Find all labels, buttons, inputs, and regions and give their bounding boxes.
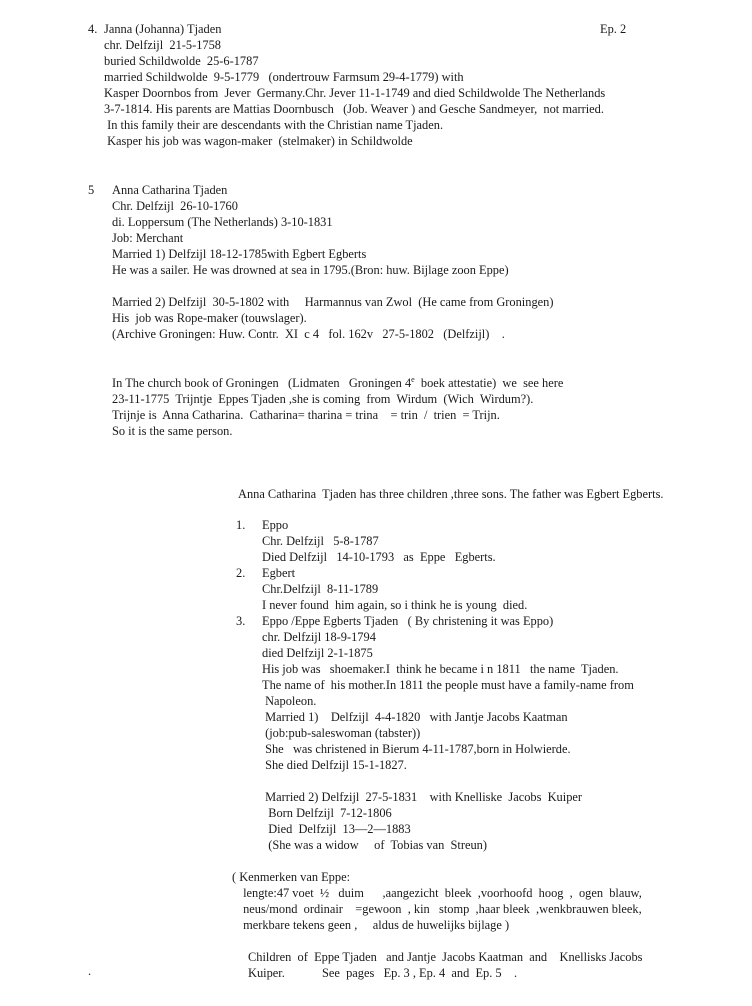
entry-5-line: Anna Catharina Tjaden [112, 183, 228, 197]
entry-5-line: Job: Merchant [112, 231, 184, 245]
entry-5-line: Married 1) Delfzijl 18-12-1785with Egbert Egberts [112, 247, 367, 261]
entry-4-line: Janna (Johanna) Tjaden [104, 22, 222, 36]
entry-5-married2-line: His job was Rope-maker (touwslager). [112, 311, 307, 325]
church-book-line: In The church book of Groningen (Lidmaten Groningen 4e boek attestatie) we see here [112, 374, 564, 390]
entry-4-line: 3-7-1814. His parents are Mattias Doornbusch (Job. Weaver ) and Gesche Sandmeyer, not married. [104, 102, 604, 116]
entry-5-number: 5 [88, 183, 95, 197]
child-line: Chr.Delfzijl 8-11-1789 [262, 582, 379, 596]
child-line: died Delfzijl 2-1-1875 [262, 646, 373, 660]
entry-5-line: di. Loppersum (The Netherlands) 3-10-1831 [112, 215, 333, 229]
entry-4-line: chr. Delfzijl 21-5-1758 [104, 38, 221, 52]
entry-4-number: 4. [88, 22, 98, 36]
entry-4-line: buried Schildwolde 25-6-1787 [104, 54, 259, 68]
entry-5-married2-line: Married 2) Delfzijl 30-5-1802 with Harmannus van Zwol (He came from Groningen) [112, 295, 554, 309]
child-line: She was christened in Bierum 4-11-1787,born in Holwierde. [262, 742, 571, 756]
entry-4-line: In this family their are descendants with the Christian name Tjaden. [104, 118, 444, 132]
kenmerken-line: neus/mond ordinair =gewoon , kin stomp ,haar bleek ,wenkbrauwen bleek, [240, 902, 642, 916]
stray-mark: . [88, 964, 92, 978]
entry-5-married2-line: (Archive Groningen: Huw. Contr. XI c 4 fol. 162v 27-5-1802 (Delfzijl) . [112, 327, 505, 341]
child-line: Egbert [262, 566, 296, 580]
child-line: His job was shoemaker.I think he became i n 1811 the name Tjaden. [262, 662, 619, 676]
children-intro: Anna Catharina Tjaden has three children ,three sons. The father was Egbert Egberts. [238, 487, 664, 501]
kenmerken-line: merkbare tekens geen , aldus de huwelijks bijlage ) [240, 918, 510, 932]
child-line: Died Delfzijl 14-10-1793 as Eppe Egberts. [262, 550, 496, 564]
child-line: Napoleon. [262, 694, 317, 708]
child-line: chr. Delfzijl 18-9-1794 [262, 630, 376, 644]
footer-line: Kuiper. See pages Ep. 3 , Ep. 4 and Ep. 5 . [248, 966, 518, 980]
child-line: (job:pub-saleswoman (tabster)) [262, 726, 421, 740]
entry-4-line: married Schildwolde 9-5-1779 (ondertrouw Farmsum 29-4-1779) with [104, 70, 464, 84]
child-line: She died Delfzijl 15-1-1827. [262, 758, 407, 772]
child-line: Chr. Delfzijl 5-8-1787 [262, 534, 379, 548]
child-line: The name of his mother.In 1811 the people must have a family-name from [262, 678, 634, 692]
entry-5-line: Chr. Delfzijl 26-10-1760 [112, 199, 238, 213]
church-book-line: Trijnje is Anna Catharina. Catharina= tharina = trina = trin / trien = Trijn. [112, 408, 500, 422]
child-number: 1. [236, 518, 246, 532]
child-line: Married 1) Delfzijl 4-4-1820 with Jantje Jacobs Kaatman [262, 710, 568, 724]
entry-5-line: He was a sailer. He was drowned at sea in 1795.(Bron: huw. Bijlage zoon Eppe) [112, 263, 509, 277]
child-line: I never found him again, so i think he is young died. [262, 598, 528, 612]
child-line: Eppo [262, 518, 289, 532]
church-book-line: So it is the same person. [112, 424, 233, 438]
entry-4-line: Kasper his job was wagon-maker (stelmaker) in Schildwolde [104, 134, 413, 148]
child-married2-line: Born Delfzijl 7-12-1806 [262, 806, 392, 820]
kenmerken-line: lengte:47 voet ½ duim ,aangezicht bleek ,voorhoofd hoog , ogen blauw, [240, 886, 642, 900]
entry-4-line: Kasper Doornbos from Jever Germany.Chr. Jever 11-1-1749 and died Schildwolde The Netherlands [104, 86, 606, 100]
church-book-line: 23-11-1775 Trijntje Eppes Tjaden ,she is coming from Wirdum (Wich Wirdum?). [112, 392, 534, 406]
child-line: Eppo /Eppe Egberts Tjaden ( By christening it was Eppo) [262, 614, 554, 628]
child-number: 2. [236, 566, 246, 580]
child-married2-line: Died Delfzijl 13—2—1883 [262, 822, 411, 836]
footer-line: Children of Eppe Tjaden and Jantje Jacobs Kaatman and Knellisks Jacobs [248, 950, 643, 964]
child-number: 3. [236, 614, 246, 628]
page-reference: Ep. 2 [600, 22, 627, 36]
kenmerken-line: ( Kenmerken van Eppe: [232, 870, 351, 884]
child-married2-line: (She was a widow of Tobias van Streun) [262, 838, 487, 852]
child-married2-line: Married 2) Delfzijl 27-5-1831 with Knelliske Jacobs Kuiper [262, 790, 583, 804]
